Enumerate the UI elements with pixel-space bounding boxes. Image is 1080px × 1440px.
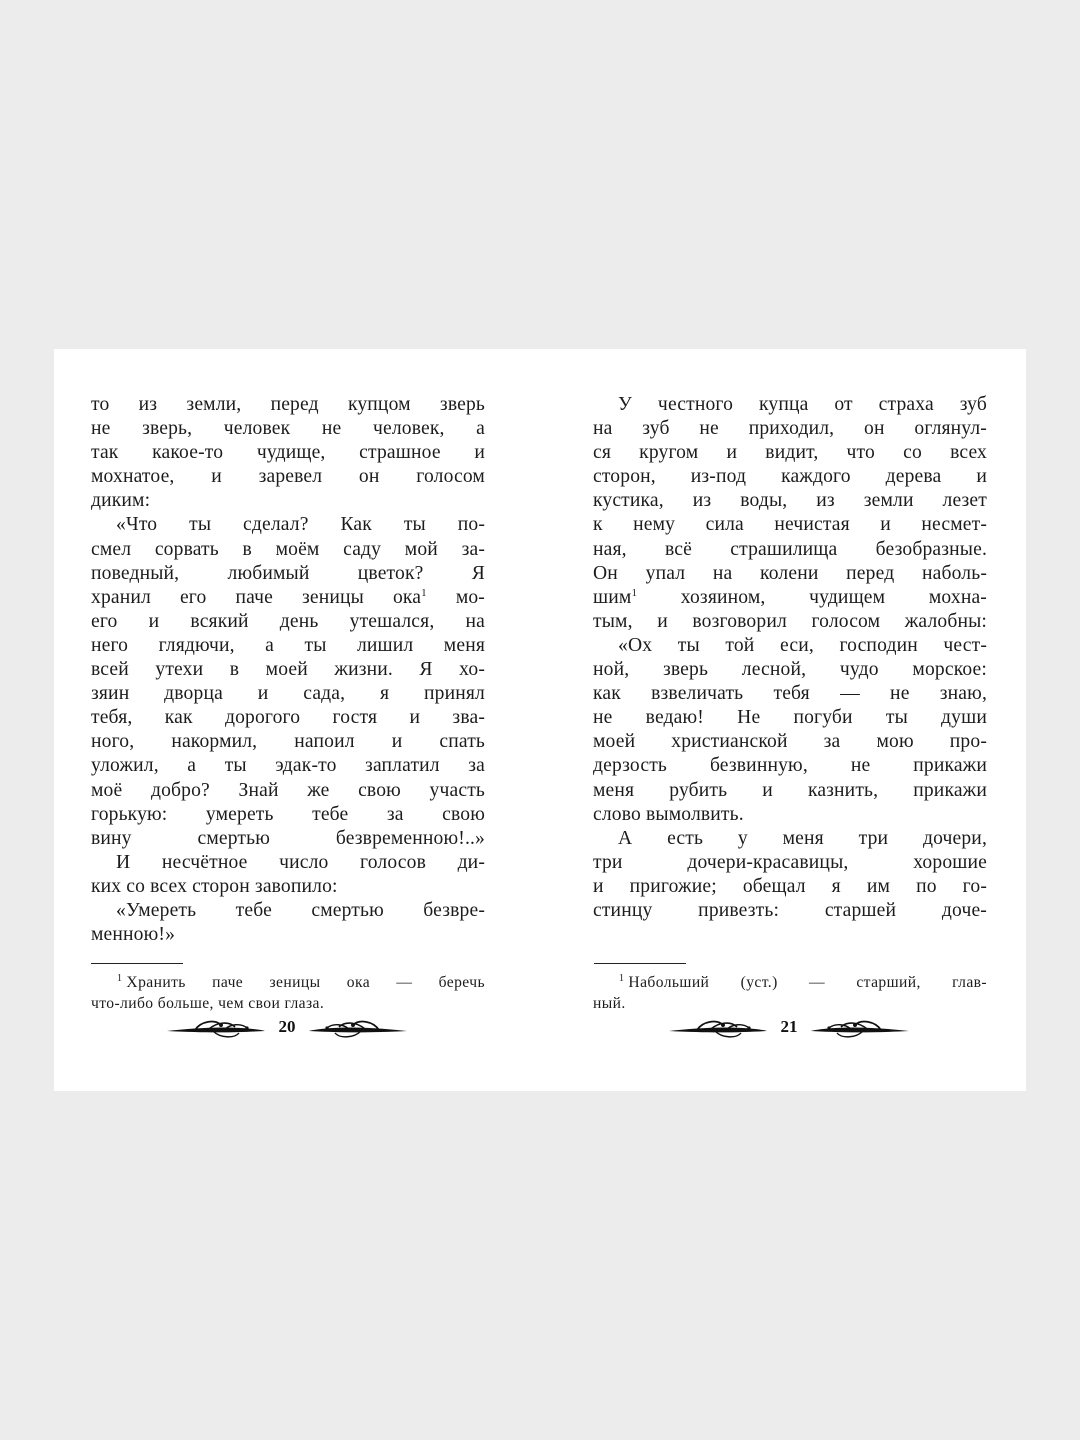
footnote-ref: 1 — [631, 586, 638, 599]
book-spread — [54, 349, 1026, 1091]
page-folio — [165, 1017, 409, 1041]
text-line: горькую: умереть тебе за свою — [91, 803, 485, 825]
left-page — [91, 393, 485, 1036]
footnote-line: ный. — [593, 995, 626, 1012]
footnote-divider — [594, 963, 686, 964]
text-line: И несчётное число голосов ди- — [116, 851, 485, 873]
footnote — [593, 972, 987, 1014]
footnote — [91, 972, 485, 1014]
text-line: диким: — [91, 490, 151, 512]
text-line: слово вымолвить. — [593, 803, 744, 825]
text-line: уложил, а ты эдак-то заплатил за — [91, 755, 485, 777]
text-line: него глядючи, а ты лишил меня — [91, 634, 485, 656]
footnote-ref: 1 — [421, 586, 427, 599]
text-line: менною!» — [91, 924, 176, 946]
text-line: на зуб не приходил, он оглянул- — [593, 418, 987, 440]
text-line: ной, зверь лесной, чудо морское: — [593, 659, 987, 681]
text-line: стинцу привезть: старшей доче- — [593, 899, 987, 921]
text-line: дерзость безвинную, не прикажи — [593, 755, 987, 777]
text-fragment: мо- — [455, 586, 485, 608]
text-line: то из земли, перед купцом зверь — [91, 394, 485, 415]
text-line: У честного купца от страха зуб — [618, 394, 987, 415]
page-folio — [667, 1017, 911, 1041]
text-line: так какое-то чудище, страшное и — [91, 442, 485, 464]
text-line: меня рубить и казнить, прикажи — [593, 779, 987, 801]
text-line: «Умереть тебе смертью безвре- — [116, 899, 485, 921]
footnote-line — [593, 972, 987, 993]
text-line: зяин дворца и сада, я принял — [91, 683, 485, 705]
text-line: тебя, как дорогого гостя и зва- — [91, 707, 485, 729]
text-line: тым, и возговорил голосом жалобны: — [593, 610, 987, 632]
text-fragment: хранил его паче зеницы ока — [91, 586, 422, 608]
text-line: вину смертью безвременною!..» — [91, 827, 485, 849]
text-line: как взвеличать тебя — не знаю, — [593, 683, 987, 705]
text-line: к нему сила нечистая и несмет- — [593, 514, 987, 536]
text-line: сторон, из-под каждого дерева и — [593, 466, 987, 488]
text-line: моей христианской за мою про- — [593, 731, 987, 753]
footnote-divider — [91, 963, 183, 964]
text-line: А есть у меня три дочери, — [618, 827, 987, 849]
text-line: не ведаю! Не погуби ты души — [593, 707, 987, 729]
text-line: Он упал на колени перед наболь- — [593, 562, 987, 584]
text-line: «Ох ты той еси, господин чест- — [618, 634, 987, 656]
page-number: 21 — [780, 1017, 798, 1036]
text-line: не зверь, человек не человек, а — [91, 418, 485, 440]
text-line: всей утехи в моей жизни. Я хо- — [91, 659, 485, 681]
text-line: его и всякий день утешался, на — [91, 610, 485, 632]
text-line: ких со всех сторон завопило: — [91, 875, 338, 897]
text-line: ная, всё страшилища безобразные. — [593, 538, 987, 560]
footnote-line: что-либо больше, чем свои глаза. — [91, 995, 325, 1012]
text-line: ся кругом и видит, что со всех — [593, 442, 987, 464]
text-line: смел сорвать в моём саду мой за- — [91, 538, 485, 560]
page-number: 20 — [278, 1017, 296, 1036]
text-fragment: шим — [593, 586, 632, 608]
footnote-text: Набольший (уст.) — старший, глав- — [628, 974, 987, 991]
footnote-marker: 1 — [117, 973, 123, 984]
text-line: поведный, любимый цветок? Я — [91, 562, 485, 584]
text-fragment: хозяином, чудищем мохна- — [680, 586, 987, 608]
text-line: ного, накормил, напоил и спать — [91, 731, 485, 753]
footnote-marker: 1 — [619, 973, 625, 984]
text-line: «Что ты сделал? Как ты по- — [116, 514, 485, 536]
text-line-with-footnote-ref — [593, 586, 987, 610]
text-line: три дочери-красавицы, хорошие — [593, 851, 987, 873]
footnote-line — [91, 972, 485, 993]
text-line: мохнатое, и заревел он голосом — [91, 466, 485, 488]
text-line-with-footnote-ref — [91, 586, 485, 610]
text-line: и пригожие; обещал я им по го- — [593, 875, 987, 897]
right-page — [593, 393, 987, 1036]
text-line: кустика, из воды, из земли лезет — [593, 490, 987, 512]
footnote-text: Хранить паче зеницы ока — беречь — [126, 974, 485, 991]
text-line: моё добро? Знай же свою участь — [91, 779, 485, 801]
